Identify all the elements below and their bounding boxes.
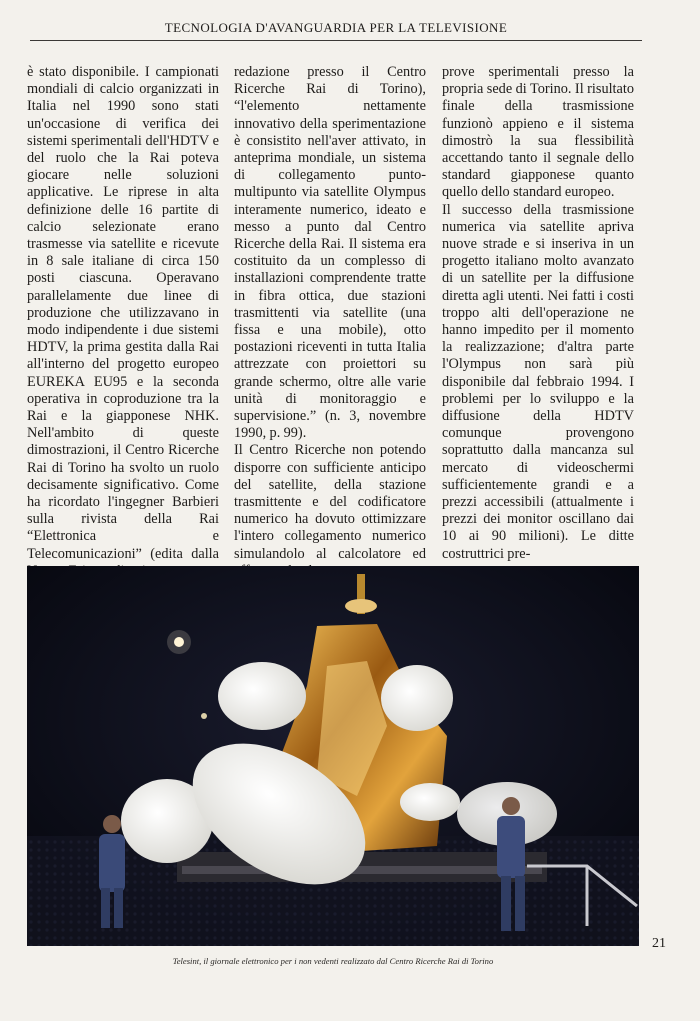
paragraph-1: è stato disponibile. I campionati mondiali di calcio organizzati in Italia nel 1990 sono stati un'occasione di verifica dei sistemi sperimentali dell'HDTV e del ruolo che la Rai poteva giocare nelle soluzioni applicative. Le riprese in alta definizione delle 16 partite di calcio selezionate erano trasmesse via satellite e ricevute in 8 sale italiane di circa 150 posti ciascuna. Operavano parallelamente due linee di produzione che utilizzavano in modo indipendente i due sistemi HDTV, la prima gestita dalla Rai all'interno del progetto europeo EUREKA EU95 e la seconda operativa in coproduzione tra la Rai e la giapponese NHK. Nell'ambito di queste dimostrazioni, il Centro Ricerche Rai di Torino ha svolto un ruolo decisamente significativo. Come ha ricordato l'ingegner Barbieri sulla rivista della Rai “Elettronica e Telecomunicazioni” (edita dalla xyxy=(27,64,219,562)
antenna-dish-right xyxy=(381,665,453,731)
antenna-dish-small xyxy=(400,783,460,821)
feed-horn xyxy=(345,599,377,613)
antenna-dish-left xyxy=(218,662,306,730)
satellite-photo xyxy=(27,566,639,946)
page-number: 21 xyxy=(652,936,666,951)
running-header: TECNOLOGIA D'AVANGUARDIA PER LA TELEVISIONE xyxy=(164,20,508,35)
text-column-2 xyxy=(234,64,426,580)
paragraph-5: Il successo della trasmissione numerica via satellite apriva nuove strade e si inseriva in un progetto italiano molto avanzato di un satellite per la diffusione diretta agli utenti. Nei fatti i costi troppo alti dell'operazione ne hanno impedito per il momento la realizzazione; d'altra parte l'Olympus non sarà più disponibile dal febbraio 1994. I problemi per lo sviluppo e la diffusione della HDTV comunque provengono soprattutto dalla mancanza sul mercato di videoschermi sufficientemente grandi e a prezzi accessibili (attualmente i prezzi dei monitor oscillano dai 10 ai 90 milioni). Le ditte costruttrici pre- xyxy=(442,201,634,562)
paragraph-3: Il Centro Ricerche non potendo disporre con sufficiente anticipo del satellite, della stazione trasmittente e del codificatore numerico ha dovuto ottimizzare l'intero collegamento numerico simulandolo al calcolatore ed xyxy=(234,442,426,562)
paragraph-4: prove sperimentali presso la propria sede di Torino. Il risultato finale della trasmissione funzionò appieno e il sistema dimostrò la sua flessibilità accettando tanto il segnale dello standard giapponese quanto quello dello standard europeo. xyxy=(442,64,634,201)
text-column-3 xyxy=(442,64,634,563)
photo-caption: Telesint, il giornale elettronico per i non vedenti realizzato dal Centro Ricerche Rai di Torino xyxy=(172,956,494,966)
header-rule xyxy=(30,40,642,41)
text-column-1 xyxy=(27,64,219,580)
paragraph-2: redazione presso il Centro Ricerche Rai di Torino), “l'elemento nettamente innovativo della sperimentazione è consistito nell'aver attivato, in anteprima mondiale, un sistema di collegamento punto-multipunto via satellite Olympus interamente numerico, ideato e messo a punto dal Centro Ricerche della Rai. Il sistema era costituito da un complesso di installazioni comprendente tratte in fibra ottica, due stazioni trasmittenti via satellite (una fissa e una mobile), otto postazioni riceventi in tutta Italia attrezzate con proiettori su grande schermo, oltre alle varie unità di monitoraggio e supervisione.” (n. 3, novembre 1990, p. 99). xyxy=(234,64,426,442)
technician-right xyxy=(497,797,525,931)
satellite-illustration xyxy=(27,566,639,946)
